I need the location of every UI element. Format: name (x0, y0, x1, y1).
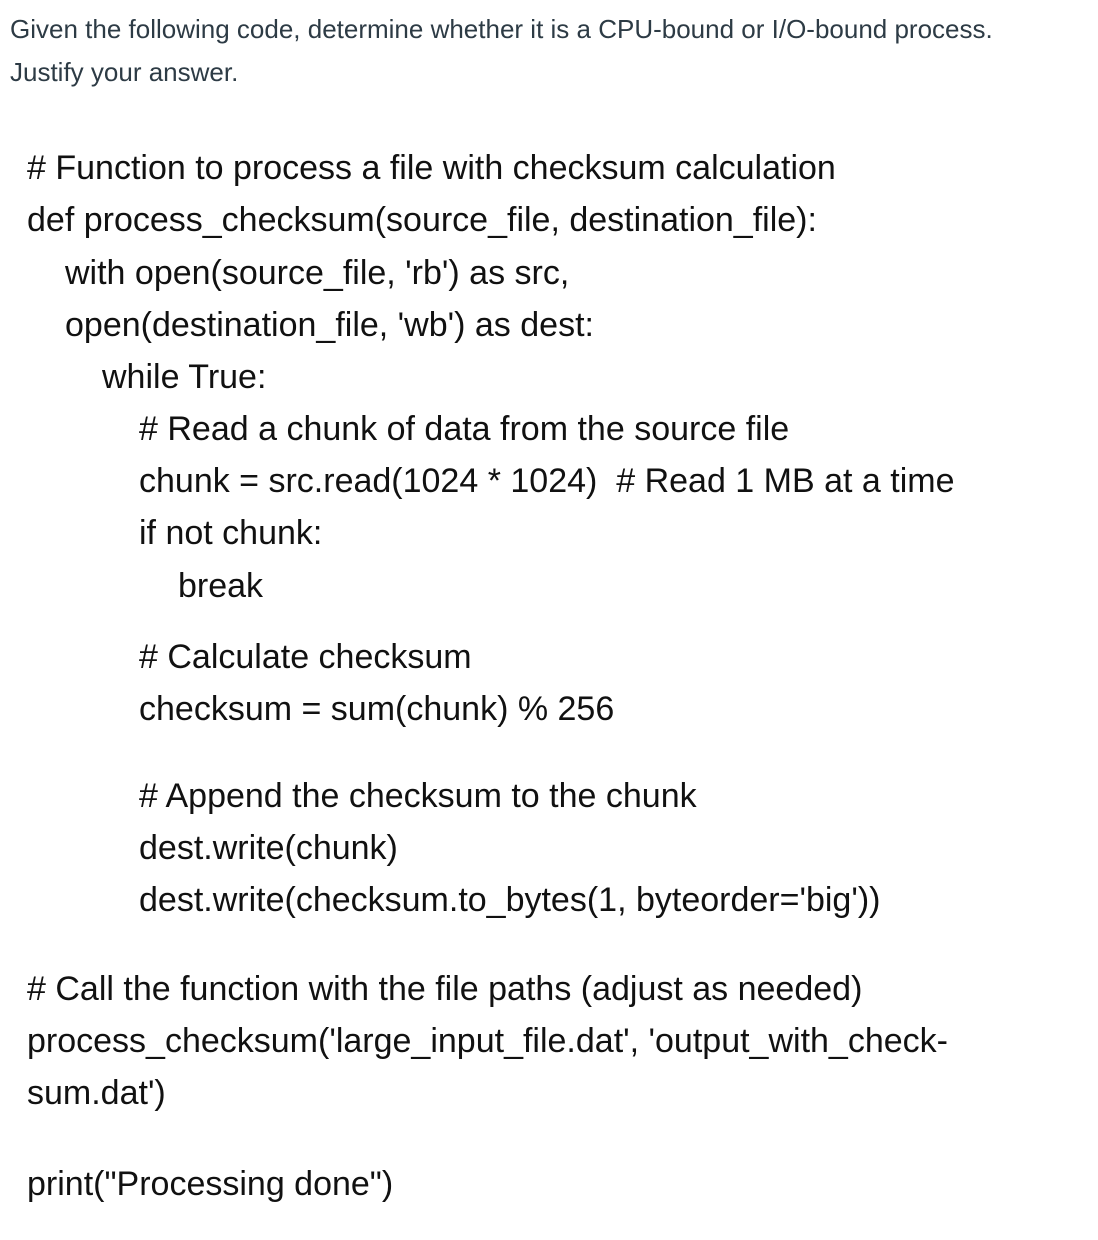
code-line-break: break (178, 567, 264, 605)
code-line-call-function: process_checksum('large_input_file.dat', 'output_with_check- (27, 1022, 948, 1060)
code-line-comment-read: # Read a chunk of data from the source file (139, 410, 790, 448)
code-line-open-destination: open(destination_file, 'wb') as dest: (65, 306, 594, 344)
code-line-write-checksum: dest.write(checksum.to_bytes(1, byteorder='big')) (139, 881, 881, 919)
code-line-comment-checksum: # Calculate checksum (139, 638, 472, 676)
code-line-with-open-source: with open(source_file, 'rb') as src, (65, 254, 570, 292)
code-line-comment-append: # Append the checksum to the chunk (139, 777, 697, 815)
question-text: Given the following code, determine whether it is a CPU-bound or I/O-bound process. Justify your answer. (10, 14, 993, 87)
code-line-def: def process_checksum(source_file, destination_file): (27, 201, 817, 239)
code-line-if-not-chunk: if not chunk: (139, 514, 323, 552)
code-line-call-function-cont: sum.dat') (27, 1074, 166, 1112)
code-line-chunk-read: chunk = src.read(1024 * 1024) # Read 1 MB at a time (139, 462, 955, 500)
code-line-comment-function: # Function to process a file with checksum calculation (27, 149, 836, 187)
code-line-write-chunk: dest.write(chunk) (139, 829, 398, 867)
code-line-comment-call: # Call the function with the file paths (adjust as needed) (27, 970, 863, 1008)
code-line-while: while True: (102, 358, 267, 396)
code-line-print: print("Processing done") (27, 1165, 394, 1203)
code-line-checksum-calc: checksum = sum(chunk) % 256 (139, 690, 615, 728)
